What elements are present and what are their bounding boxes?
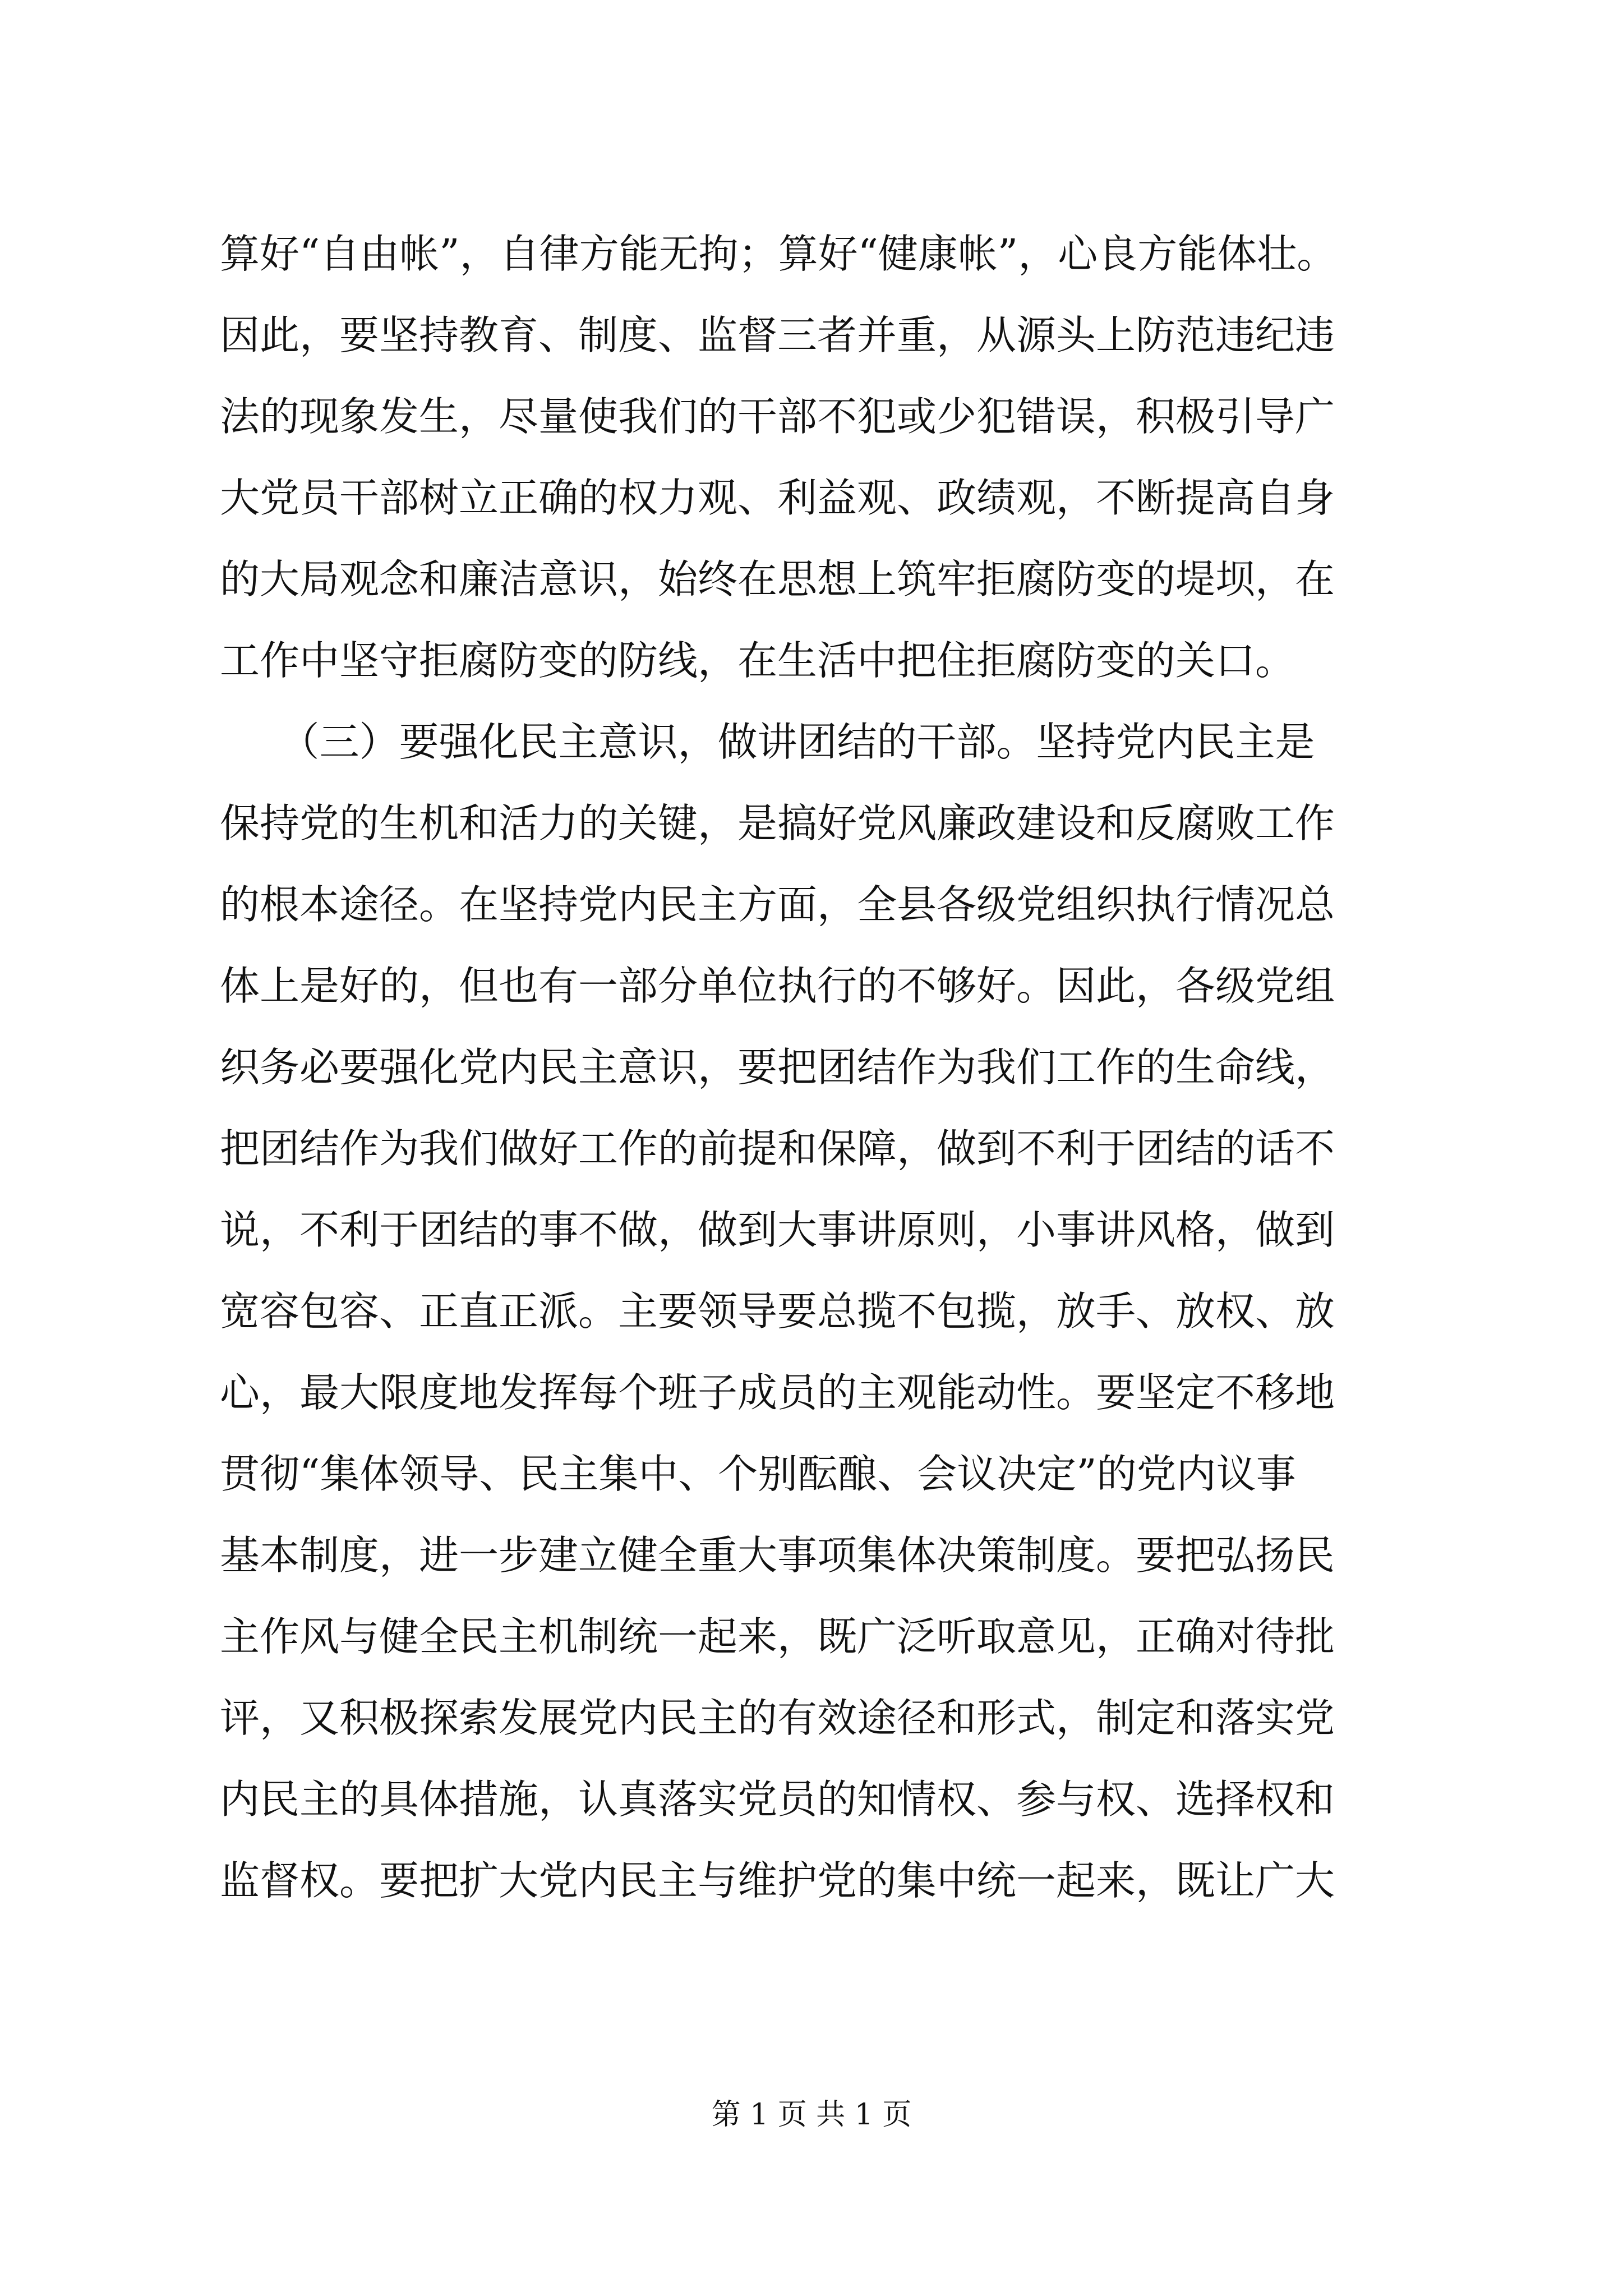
text-line: 监督权。要把扩大党内民主与维护党的集中统一起来，既让广大 <box>220 1857 1335 1904</box>
text-line: 织务必要强化党内民主意识，要把团结作为我们工作的生命线， <box>220 1044 1335 1091</box>
text-line: 宽容包容、正直正派。主要领导要总揽不包揽，放手、放权、放 <box>220 1288 1335 1335</box>
text-line: 把团结作为我们做好工作的前提和保障，做到不利于团结的话不 <box>220 1125 1335 1172</box>
text-line: 大党员干部树立正确的权力观、利益观、政绩观，不断提高自身 <box>220 475 1335 521</box>
text-line: 的根本途径。在坚持党内民主方面，全县各级党组织执行情况总 <box>220 881 1335 928</box>
text-line: 主作风与健全民主机制统一起来，既广泛听取意见，正确对待批 <box>220 1613 1335 1660</box>
text-line: 算好“自由帐”，自律方能无拘；算好“健康帐”，心良方能体壮。 <box>220 231 1337 277</box>
text-line: 保持党的生机和活力的关键，是搞好党风廉政建设和反腐败工作 <box>220 800 1335 846</box>
text-line: 评，又积极探索发展党内民主的有效途径和形式，制定和落实党 <box>220 1695 1335 1741</box>
text-line: （三）要强化民主意识，做讲团结的干部。坚持党内民主是 <box>220 719 1315 765</box>
page-footer <box>0 2095 1623 2134</box>
text-line: 贯彻“集体领导、民主集中、个别酝酿、会议决定”的党内议事 <box>220 1451 1296 1497</box>
body-text <box>220 213 1437 1921</box>
text-line: 因此，要坚持教育、制度、监督三者并重，从源头上防范违纪违 <box>220 312 1335 358</box>
text-line: 基本制度，进一步建立健全重大事项集体决策制度。要把弘扬民 <box>220 1532 1335 1579</box>
text-line: 法的现象发生，尽量使我们的干部不犯或少犯错误，积极引导广 <box>220 393 1335 440</box>
page-number-label: 第 1 页 共 1 页 <box>711 2098 912 2132</box>
text-line: 工作中坚守拒腐防变的防线，在生活中把住拒腐防变的关口。 <box>220 637 1295 684</box>
text-line: 体上是好的，但也有一部分单位执行的不够好。因此，各级党组 <box>220 963 1335 1009</box>
text-line: 内民主的具体措施，认真落实党员的知情权、参与权、选择权和 <box>220 1776 1335 1823</box>
text-line: 的大局观念和廉洁意识，始终在思想上筑牢拒腐防变的堤坝，在 <box>220 556 1335 602</box>
text-line: 说，不利于团结的事不做，做到大事讲原则，小事讲风格，做到 <box>220 1207 1335 1253</box>
text-line: 心，最大限度地发挥每个班子成员的主观能动性。要坚定不移地 <box>220 1369 1335 1416</box>
